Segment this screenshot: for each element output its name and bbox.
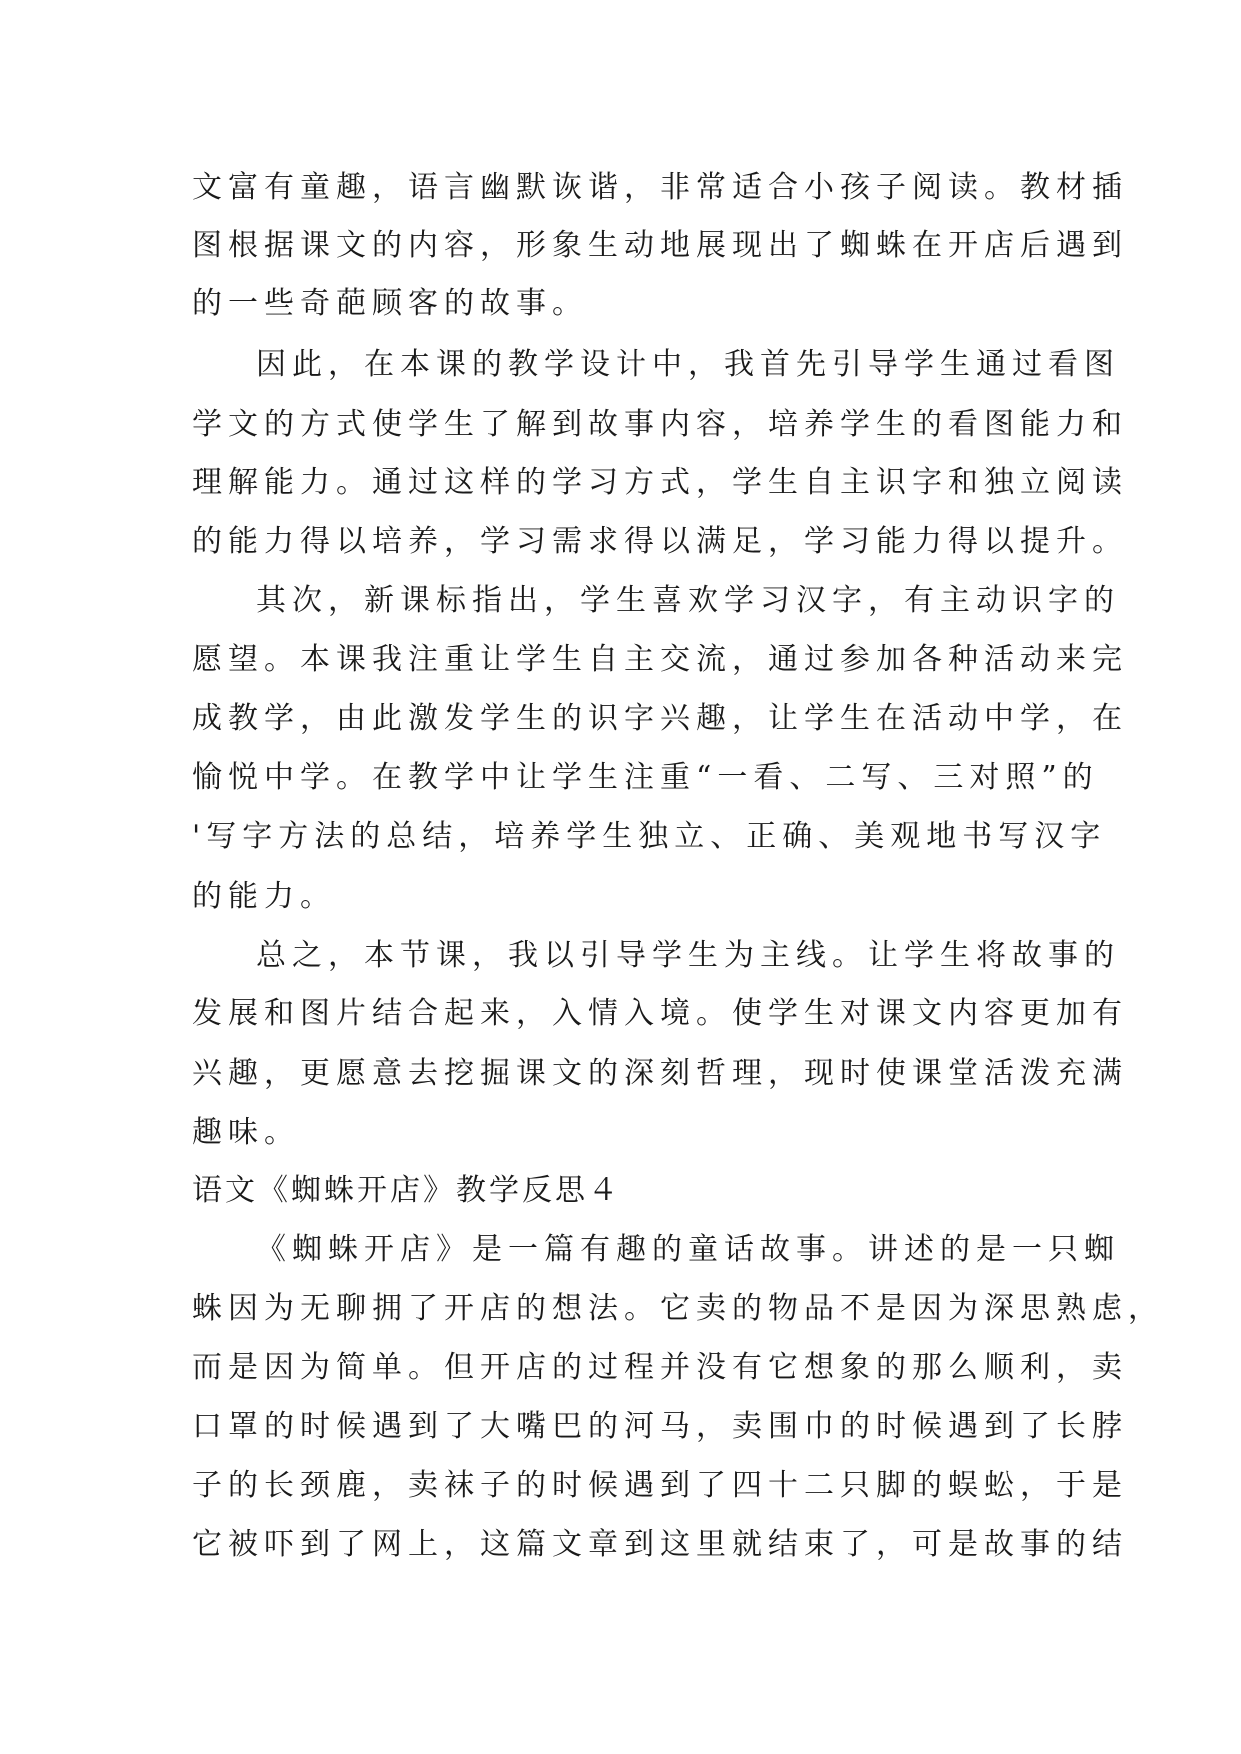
text-line: 而是因为简单。但开店的过程并没有它想象的那么顺利，卖 — [192, 1350, 1128, 1385]
text-line: 成教学，由此激发学生的识字兴趣，让学生在活动中学，在 — [192, 701, 1128, 736]
paragraph-first-line: 其次，新课标指出，学生喜欢学习汉字，有主动识字的 — [256, 583, 1120, 618]
text-line: 文富有童趣，语言幽默诙谐，非常适合小孩子阅读。教材插 — [192, 170, 1128, 205]
text-line: 蛛因为无聊拥了开店的想法。它卖的物品不是因为深思熟虑， — [192, 1291, 1164, 1326]
text-line: '写字方法的总结，培养学生独立、正确、美观地书写汉字 — [192, 819, 1107, 854]
text-line: 它被吓到了网上，这篇文章到这里就结束了，可是故事的结 — [192, 1527, 1128, 1562]
text-line: 子的长颈鹿，卖袜子的时候遇到了四十二只脚的蜈蚣，于是 — [192, 1468, 1128, 1503]
text-line: 兴趣，更愿意去挖掘课文的深刻哲理，现时使课堂活泼充满 — [192, 1056, 1128, 1091]
text-line: 的一些奇葩顾客的故事。 — [192, 286, 588, 321]
text-line: 图根据课文的内容，形象生动地展现出了蜘蛛在开店后遇到 — [192, 228, 1128, 263]
text-line: 的能力得以培养，学习需求得以满足，学习能力得以提升。 — [192, 524, 1128, 559]
text-line: 口罩的时候遇到了大嘴巴的河马，卖围巾的时候遇到了长脖 — [192, 1409, 1128, 1444]
paragraph-first-line: 总之，本节课，我以引导学生为主线。让学生将故事的 — [256, 938, 1120, 973]
text-line: 的能力。 — [192, 879, 336, 914]
text-line: 学文的方式使学生了解到故事内容，培养学生的看图能力和 — [192, 407, 1128, 442]
paragraph-first-line: 因此，在本课的教学设计中，我首先引导学生通过看图 — [256, 347, 1120, 382]
text-line: 趣味。 — [192, 1115, 300, 1150]
paragraph-first-line: 《蜘蛛开店》是一篇有趣的童话故事。讲述的是一只蜘 — [256, 1232, 1120, 1267]
text-line: 愿望。本课我注重让学生自主交流，通过参加各种活动来完 — [192, 642, 1128, 677]
text-line: 发展和图片结合起来，入情入境。使学生对课文内容更加有 — [192, 996, 1128, 1031]
section-heading: 语文《蜘蛛开店》教学反思４ — [192, 1173, 621, 1208]
text-line: 愉悦中学。在教学中让学生注重“一看、二写、三对照”的 — [192, 760, 1099, 795]
text-line: 理解能力。通过这样的学习方式，学生自主识字和独立阅读 — [192, 465, 1128, 500]
